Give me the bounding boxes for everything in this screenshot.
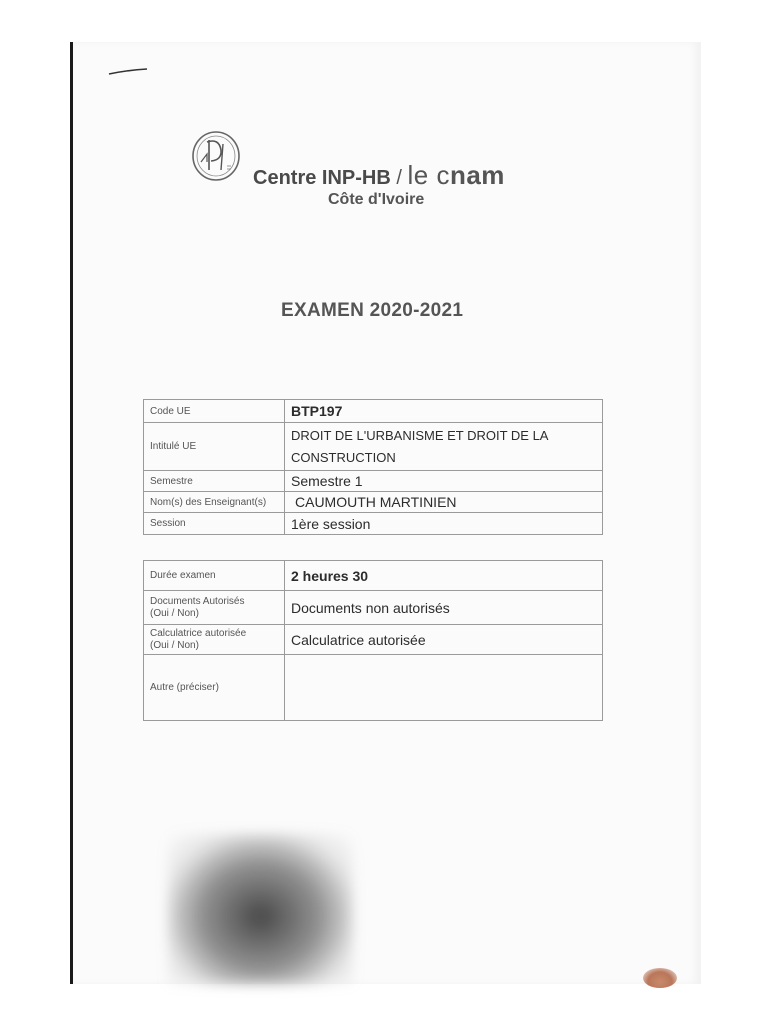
session-label: Session [144,513,285,535]
enseignants-label: Nom(s) des Enseignant(s) [144,492,285,513]
autre-label: Autre (préciser) [144,655,285,721]
table-row [144,423,603,471]
calculatrice-label [144,625,285,655]
country-subtitle: Côte d'Ivoire [328,191,425,208]
documents-label [144,591,285,625]
enseignants-value: CAUMOUTH MARTINIEN [285,492,603,513]
table-row [144,561,603,591]
table-row [144,513,603,535]
documents-label-line1: Documents Autorisés [150,595,245,607]
intitule-ue-label: Intitulé UE [144,423,285,471]
le-cnam-wordmark [407,160,504,190]
code-ue-label: Code UE [144,400,285,423]
table-row [144,625,603,655]
brand-name [253,160,505,191]
intitule-ue-value: DROIT DE L'URBANISME ET DROIT DE LA CONSTRUCTION [285,423,603,471]
brand-main-text: Centre INP-HB [253,167,391,189]
exam-cover-page [70,42,701,984]
calculatrice-value: Calculatrice autorisée [285,625,603,655]
code-ue-value: BTP197 [285,400,603,423]
autre-value [285,655,603,721]
duree-label: Durée examen [144,561,285,591]
calculatrice-label-line1: Calculatrice autorisée [150,627,247,639]
exam-conditions-table [143,560,603,721]
duree-value: 2 heures 30 [285,561,603,591]
thumb-mark [643,968,677,988]
table-row [144,655,603,721]
table-row [144,471,603,492]
documents-label-line2: (Oui / Non) [150,607,199,619]
pen-mark [108,68,148,76]
le-cnam-light: le c [407,160,450,190]
session-value: 1ère session [285,513,603,535]
table-row [144,400,603,423]
semestre-value: Semestre 1 [285,471,603,492]
institution-header [191,130,611,220]
table-row [144,591,603,625]
documents-value: Documents non autorisés [285,591,603,625]
semestre-label: Semestre [144,471,285,492]
calculatrice-label-line2: (Oui / Non) [150,639,199,651]
scan-shadow-smudge [168,834,353,984]
brand-slash: / [396,167,402,189]
le-cnam-bold: nam [449,160,505,190]
inp-hb-logo-icon [191,130,241,182]
table-row [144,492,603,513]
course-info-table [143,399,603,535]
exam-title: EXAMEN 2020-2021 [281,300,464,321]
